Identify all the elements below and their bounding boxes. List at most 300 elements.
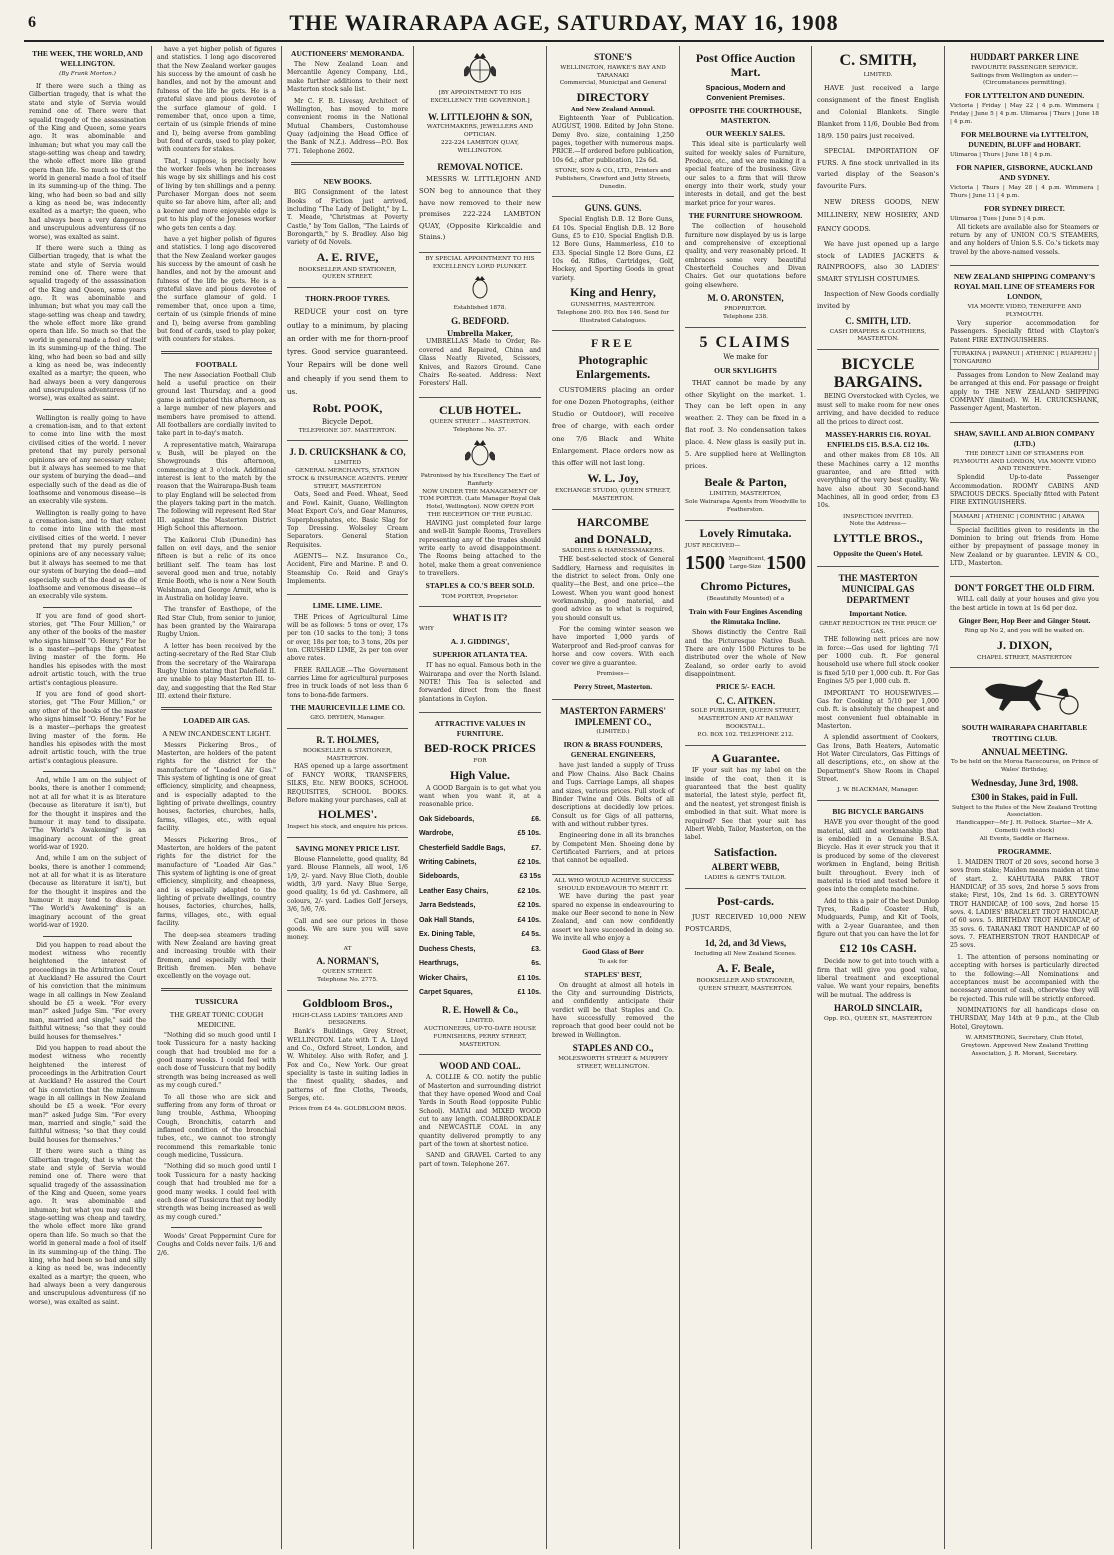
ad-sub: OUR SKYLIGHTS: [714, 365, 777, 375]
ad-body: WE have during the past year spared no expense in endeavouring to make our Beer second to none in New Zealand, and can now confidently assert we have succeeded in doing so. We invite all who enjoy a: [552, 893, 674, 943]
ad-sub: GUNSMITHS, MASTERTON.: [570, 301, 656, 308]
ad-body: 1. The attention of persons nominating or accepting with horses is particularly directed to the following:—All Nominations and acceptances must be accompanied with the necessary amount of cash, otherwise they will be rejected. This rule will be strictly enforced.: [950, 953, 1099, 1003]
ad-sub: BOOKSELLER AND STATIONER, QUEEN STREET, MASTERTON.: [696, 977, 795, 992]
ad-sub: GENERAL MERCHANTS, STATION STOCK & INSURANCE AGENTS. PERRY STREET, MASTERTON: [287, 468, 408, 490]
ad-sub: JUST RECEIVED—: [685, 542, 741, 549]
ad-cruickshank: [287, 441, 408, 595]
ad-name: C. C. AITKEN.: [715, 695, 776, 706]
paragraph: And, while I am on the subject of books, there is another I commend; not at all for what it is as literature (because as literature it isn't), but for the thought it inspires and the humour it may tend to dissipate. "The World's Awakening" is an imaginary account of the great world-war of 1920.: [29, 855, 146, 930]
furniture-item-name: Jarra Bedsteads,: [419, 902, 476, 910]
ad-sub: J. W. BLACKMAN, Manager.: [837, 787, 919, 794]
ad-body: Special English D.B. 12 Bore Guns, £4 10s. Special English D.B. 12 Bore Guns, £5 to £10. Special English D.B. 12 Bore Guns, Hammerless, £10 to £33. Special Single 12 Bore Guns, £2 10s 6d. Rifles, Cartridges, Golf, Hockey, and Sporting Goods in great variety.: [552, 216, 674, 282]
ad-name: Beale & Parton,: [704, 474, 787, 489]
furniture-item-name: Sideboards,: [419, 873, 460, 881]
ad-headline: Wednesday, June 3rd, 1908.: [970, 778, 1079, 789]
ad-sub: To ask for: [598, 958, 628, 965]
ad-name: J. D. CRUICKSHANK & CO,: [289, 447, 406, 458]
paragraph: Woods' Great Peppermint Cure for Coughs and Colds never fails. 1/6 and 2/6.: [157, 1232, 277, 1257]
furniture-item: [419, 829, 541, 838]
sailing-rows: Victoria | Friday | May 22 | 4 p.m. Wimmera | Friday | June 5 | 4 p.m. Ulimaroa | Thurs | June 18 | 4 p.m.: [950, 103, 1099, 125]
ad-sub: Important Notice.: [849, 608, 907, 618]
column-8: [945, 46, 1104, 1549]
ad-sub: THE DIRECT LINE OF STEAMERS FOR PLYMOUTH AND LONDON, VIA MONTE VIDEO AND TENERIFFE.: [952, 450, 1097, 473]
sailing-rows: Victoria | Thurs | May 28 | 4 p.m. Wimmera | Thurs | June 11 | 4 p.m.: [950, 185, 1099, 199]
ad-body: BIG Consignment of the latest Books of Fiction just arrived, including "The Lady of Delight," by L. T. Meade, "Christmas at Poverty Castle," by Tom Gallon, "The Lairds of Borongarth," by S. Bradley. Also big variety of 6d Novels.: [287, 189, 408, 247]
ad-name: J. DIXON,: [996, 637, 1052, 652]
ad-sub: AT: [343, 945, 352, 952]
furniture-item-price: £3 15s: [519, 873, 541, 881]
ad-heading: SAVING MONEY PRICE LIST.: [295, 843, 400, 853]
paragraph: The deep-sea steamers trading with New Zealand are having great and increasing trouble with their firemen, and especially with their British firemen. Men behave excellently on the voyage out.: [157, 931, 276, 981]
ad-body: Special facilities given to residents in the Dominion to bring out friends from Home either by prepayment of passage money in New Zealand or by guarantee. LEVIN & CO., LTD., Masterton.: [950, 526, 1099, 567]
ad-headline: £300 in Stakes, paid in Full.: [971, 791, 1078, 802]
section-heading: AUCTIONEERS' MEMORANDA.: [291, 49, 404, 58]
furniture-item-price: £4 10s.: [517, 916, 541, 924]
furniture-item-name: Chesterfield Saddle Bags,: [419, 844, 506, 852]
section-subheading: A NEW INCANDESCENT LIGHT.: [162, 729, 271, 739]
ad-bedford: [419, 253, 541, 398]
newspaper-title: THE WAIRARAPA AGE, SATURDAY, MAY 16, 1908: [289, 10, 839, 35]
furniture-item: [419, 974, 541, 983]
ad-sub: GREAT REDUCTION IN THE PRICE OF GAS.: [819, 620, 937, 635]
crest-icon: [465, 275, 495, 301]
ad-body: AGENTS— N.Z. Insurance Co., Accident, Fire and Marine. P. and O. Steamship Co. Reid and Gray's Implements.: [287, 552, 408, 586]
ad-sub: NOW UNDER THE MANAGEMENT OF TOM PORTER. (Late Manager Royal Oak Hotel, Wellington). NOW OPEN FOR THE RECEPTION OF THE PUBLIC.: [419, 488, 541, 519]
ad-name: C. SMITH, LTD.: [845, 315, 911, 326]
ad-sub: SOLE PUBLISHER, QUEEN STREET, MASTERTON AND AT RAILWAY BOOKSTALL.: [690, 708, 801, 730]
ad-body: Eighteenth Year of Publication. AUGUST, 1908. Edited by John Stone. Demy 8vo. size, containing 1,250 pages, together with numerous maps. PRICE.—If ordered before publication, 10s 6d.; after publication, 12s 6d.: [552, 114, 674, 164]
ad-body: THE Prices of Agricultural Lime will be as follows: 5 tons or over, 17s per ton (10 sacks to the ton); 3 tons or over, 18s per ton; to 3 tons, 20s per ton. CRUSHED LIME, 2s per ton over above rates.: [287, 613, 408, 663]
section-subheading: THE GREAT TONIC COUGH MEDICINE.: [169, 1009, 264, 1029]
ad-sub: Premises—: [596, 670, 630, 677]
ad-foot: Prices from £4 4s. GOLDBLOOM BROS.: [288, 1106, 407, 1113]
furniture-item-price: £1 10s.: [517, 974, 541, 982]
sailing-rows: Ulimaroa | Thurs | June 18 | 4 p.m.: [950, 152, 1053, 159]
ad-tea: [419, 607, 541, 713]
ad-name: A. E. RIVE,: [316, 249, 379, 264]
ad-headline: Post Office Auction Mart.: [695, 51, 796, 79]
furniture-item: [419, 872, 541, 881]
ad-headline: High Value.: [449, 767, 511, 782]
ad-club-hotel: [419, 398, 541, 608]
ad-new-books: [287, 171, 408, 288]
ad-sub: PROPRIETOR.: [724, 305, 767, 312]
ad-name: HAROLD SINCLAIR,: [833, 1003, 922, 1014]
ad-heading: NEW BOOKS.: [323, 177, 372, 187]
furniture-item-name: Oak Sideboards,: [419, 815, 475, 823]
ad-price: £12 10s CASH.: [839, 941, 917, 956]
crest-icon: [462, 439, 498, 469]
ad-body: SAND and GRAVEL Carted to any part of town. Telephone 267.: [419, 1152, 541, 1168]
paragraph: Wellington is really going to have a cremation-ism, and to that extent to come into line with the most civilised cities of the world. I never pretend that my purely personal opinions are of any necessary value; but it always has seemed to me that our system of burying the dead—and especially such of the dead as die of loathsome and venomous disease—is an execrably vile system.: [29, 414, 146, 506]
ad-sub: W. ARMSTRONG, Secretary, Club Hotel, Greytown. Approved New Zealand Trotting Association, J. R. Morant, Secretary.: [960, 1035, 1089, 1057]
paragraph: "Nothing did so much good until I took Tussicura for a nasty hacking cough that had troubled me for a good many weeks. I could feel with each dose of Tussicura that my bodily strength was being increased as well as my cough cured.": [157, 1032, 276, 1090]
ad-sub: OPPOSITE THE COURTHOUSE, MASTERTON.: [689, 105, 802, 125]
ad-name: THE MAURICEVILLE LIME CO.: [290, 703, 405, 713]
paragraph: have a yet higher polish of figures and statistics. I long ago discovered that the New Zealand worker gauges his success by the amount of cash he handles, and not by the amount and fulness of the life he gets. He is a grateful slave and pious devotee of the surface glamour of gold. I remember that, once upon a time, certain of us (simple friends of mine and I), being averse from gambling but fond of cards, used to play poker, with counters for stakes.: [157, 235, 276, 344]
section-heading: TUSSICURA: [194, 996, 239, 1006]
furniture-item-name: Ex. Dining Table,: [419, 931, 475, 939]
furniture-item-name: Hearthrugs,: [419, 960, 459, 968]
ad-heading: WOOD AND COAL.: [439, 1061, 521, 1072]
ad-sub: LIMITED.: [863, 71, 893, 78]
ad-sub: QUEEN STREET.: [322, 969, 373, 976]
ad-body: For the coming winter season we have imported 1,000 yards of Waterproof and Red-proof canvas for horse and cow covers. With each cover we give a guarantee.: [552, 626, 674, 667]
section-heading: FOOTBALL: [195, 359, 238, 369]
ad-heading: ATTRACTIVE VALUES IN FURNITURE.: [434, 718, 526, 739]
ad-sub: Sailings from Wellington as under:—(Circumstances permitting).: [970, 72, 1079, 87]
ad-sub: FAVOURITE PASSENGER SERVICE.: [971, 64, 1078, 71]
byline: (By Frank Morton.): [59, 71, 116, 78]
ad-post-office-mart: [685, 46, 806, 328]
ad-body: Passages from London to New Zealand may be arranged at this end. For passage or freight apply to THE NEW ZEALAND SHIPPING COMPANY (limited). W. H. CRUICKSHANK, Passenger Agent, Masterton.: [950, 371, 1099, 413]
ad-name: Goldbloom Bros.,: [302, 995, 393, 1010]
ad-goldbloom: [287, 991, 408, 1119]
ad-body: REDUCE your cost on tyre outlay to a minimum, by placing an order with me for thorn-proof tyres. Good service guaranteed. Your Repairs will be done well and cheaply if you send them to us.: [287, 308, 408, 397]
ad-body: A GOOD Bargain is to get what you want when you want it, at a reasonable price.: [419, 784, 541, 809]
ad-sub: STAPLES & CO.'S BEER SOLD.: [425, 581, 535, 591]
ad-body: JUST RECEIVED 10,000 NEW POSTCARDS,: [685, 912, 806, 934]
ad-sub: Ginger Beer, Hop Beer and Ginger Stout.: [958, 615, 1091, 625]
furniture-item: [419, 858, 541, 867]
columns: [24, 46, 1104, 1549]
ad-sub: MOLESWORTH STREET & MURPHY STREET, WELLINGTON.: [558, 1055, 668, 1070]
furniture-item: [419, 887, 541, 896]
ad-sub: EXCHANGE STUDIO, QUEEN STREET, MASTERTON.: [554, 488, 671, 502]
ad-furniture: [419, 713, 541, 1055]
ad-body: Call and see our prices in those goods. We are sure you will save money.: [287, 917, 408, 942]
ad-sub: WATCHMAKERS, JEWELLERS AND OPTICIAN.: [426, 124, 534, 139]
ad-sub: Opp. P.O., QUEEN ST., MASTERTON: [823, 1015, 933, 1022]
ad-sub: CASH DRAPERS & CLOTHIERS, MASTERTON.: [829, 328, 927, 343]
furniture-item-price: £7.: [531, 844, 541, 852]
ad-sub: BOOKSELLER AND STATIONER, QUEEN STREET.: [298, 266, 397, 281]
paragraph: Mr C. F. B. Livesay, Architect of Wellington, has moved to more convenient rooms in the National Mutual Chambers, Customhouse Quay (adjoining the Head Office of the Bank of N.Z.). Address—P.O. Box 771. Telephone 2602.: [287, 97, 408, 155]
ad-name: SHAW, SAVILL AND ALBION COMPANY (LTD.): [954, 428, 1095, 448]
furniture-item-price: £4 5s.: [521, 931, 541, 939]
ad-sub: BOOKSELLER & STATIONER, MASTERTON.: [302, 747, 393, 762]
ad-name: W. LITTLEJOHN & SON,: [428, 111, 532, 122]
ad-body: A splendid assortment of Cookers, Gas Irons, Bath Heaters, Automatic Hot Water Circulators, Gas Fittings of all descriptions, etc., on show at the Department's Show Room in Chapel Street.: [817, 734, 939, 784]
ad-headline: Photographic Enlargements.: [575, 353, 651, 381]
ad-name: and DONALD,: [574, 531, 652, 546]
furniture-item-name: Oak Hall Stands,: [419, 916, 475, 924]
ad-big-bicycle: [817, 801, 939, 1028]
furniture-item-price: £3.: [531, 945, 541, 953]
column-7: [812, 46, 945, 1549]
ad-name: R. T. HOLMES,: [316, 735, 379, 746]
ad-name: A. NORMAN'S,: [316, 956, 379, 967]
ad-body: Shows distinctly the Centre Rail and the Picturesque Native Bush. There are only 1500 Pictures to be distributed over the whole of New Zealand, so order early to avoid disappointment.: [685, 629, 806, 679]
furniture-item-price: £1 10s.: [517, 988, 541, 996]
ad-body: IF your suit has my label on the inside of the coat, then it is guaranteed that the best quality material, the latest style, perfect fit, and the neatest, yet strongest finish is embodied in that suit. What more is required? See that your suit has Albert Webb, Tailor, Masterton, on the label.: [685, 767, 806, 842]
ad-name: HUDDART PARKER LINE: [970, 52, 1079, 62]
ad-headline: BICYCLE BARGAINS.: [833, 356, 923, 391]
paragraph: The New Zealand Loan and Mercantile Agency Company, Ltd., make further additions to their next Masterton stock sale list.: [287, 61, 408, 94]
ad-sub: SADDLERS & HARNESSMAKERS.: [561, 548, 665, 555]
ad-sub: FOR: [473, 758, 487, 765]
ad-sub: WHY: [419, 626, 434, 633]
ad-body: Inspection of New Goods cordially invited by: [817, 290, 939, 310]
ad-body: THE best-selected stock of General Saddlery, Harness and requisites in the district to select from. Only one quality—the Best, and one price—the Lowest. When you want good honest workmanship, good material, and good advice as to what is required, you should consult us.: [552, 556, 674, 622]
ad-headline: DON'T FORGET THE OLD FIRM.: [954, 583, 1095, 594]
ad-name: LYTTLE BROS.,: [833, 531, 923, 546]
column-3: [282, 46, 414, 1549]
ad-headline: Post-cards.: [717, 894, 774, 909]
furniture-item-name: Leather Easy Chairs,: [419, 887, 489, 895]
ad-name: MASTERTON FARMERS' IMPLEMENT CO.,: [559, 705, 667, 727]
ad-sub: Bicycle Depot.: [321, 418, 374, 427]
ad-body: THAT cannot be made by any other Skylight on the market. 1. They can be left open in any weather. 2. They can be fixed in a flat roof. 3. No condensation takes place. 4. New glass is easily put in. 5. Are supplied here at Wellington prices.: [685, 378, 806, 470]
furniture-item-name: Duchess Chests,: [419, 945, 476, 953]
ad-body: Engineering done in all its branches by Competent Men. Shoeing done by Certificated Farriers, and at prices that cannot be equalled.: [552, 832, 674, 865]
furniture-item: [419, 901, 541, 910]
article-title: THE WEEK, THE WORLD, AND WELLINGTON.: [32, 49, 143, 69]
ad-body: A. COLLIE & CO. notify the public of Masterton and surrounding district that they have opened Wood and Coal Yards in South Road (opposite Public School). MATAI and MIXED WOOD cut to any length. COALBROOKDALE and NEWCASTLE COAL in any quantity delivered promptly to any part of the town at shortest notice.: [419, 1074, 541, 1149]
furniture-price-list: [419, 815, 541, 998]
ad-name: Robt. POOK,: [312, 401, 383, 416]
ad-body: HAVE just received a large consignment of the finest English and Colonial Blankets. Single Blanket from 11/6, Double Bed from 18/9. 150 pairs just received.: [817, 84, 939, 140]
ad-heading: BIG BICYCLE BARGAINS: [832, 807, 924, 817]
ad-body: This ideal site is particularly well suited for weekly sales of Furniture, Produce, etc., and we are making it a special feature of the business. Give our sales to a firm that will throw energy into their work, study your interests in detail, and get the best market price for your wares.: [685, 141, 806, 207]
column-6: [680, 46, 812, 1549]
ad-body: On draught at almost all hotels in the City and surrounding Districts, and confidently anticipate their verdict will be that Staples and Co. have successfully removed the reproach that good beer could not be brewed in Wellington.: [552, 981, 674, 1039]
ad-sub: INSPECTION INVITED.: [843, 513, 913, 520]
paragraph: A letter has been received by the acting-secretary of the Red Star Club from the secretary of the Wairarapa Rugby Union stating that Dalefield II. are unable to play Masterton III. to-day, and suggesting that the Red Star III. extend their fixture.: [157, 642, 276, 700]
ad-sub: 222-224 LAMBTON QUAY, WELLINGTON.: [440, 140, 520, 154]
ad-sub: Train with Four Engines Ascending the Rimutaka Incline.: [688, 607, 803, 627]
ad-body: IT has no equal. Famous both in the Wairarapa and over the North Island. NOTE! This Tea is selected and forwarded direct from the finest plantations in Ceylon.: [419, 662, 541, 703]
ad-saving-money: [287, 838, 408, 991]
furniture-item-name: Carpet Squares,: [419, 988, 473, 996]
paragraph: If you are fond of good short-stories, get "The Four Million," or any other of the books of the master who signs himself "O. Henry." For he is a master—perhaps the greatest living master of the form. He handles his episodes with the most adroit artistic touch, with the true artist's contagious pleasure.: [29, 690, 146, 765]
ad-holmes: [287, 729, 408, 838]
ad-sub: LADIES & GENT'S TAILOR.: [704, 875, 787, 882]
ad-name: ALBERT WEBB,: [711, 862, 780, 873]
ad-body: SPECIAL IMPORTATION OF FURS. A fine stock unrivalled in its varied display of the Season's favourite Furs.: [817, 146, 939, 191]
ad-sub: Established 1878.: [453, 305, 507, 312]
paragraph: Did you happen to read about the modest witness who recently heightened the interest of proceedings in the Arbitration Court at Auckland? He assured the Court of his conviction that the minimum wage in all callings in New Zealand should be £5 a week. "For every man?" asked Judge Sim. "For every man, married and single," said the faithful witness; "so that they could build houses for themselves.": [29, 1044, 146, 1144]
ad-body: NOMINATIONS for all handicaps close on THURSDAY, May 14th at 9 p.m., at the Club Hotel, Greytown.: [950, 1006, 1099, 1031]
paragraph: A representative match, Wairarapa v. Bush, will be played on the Showgrounds this afternoon, commencing at 3 o'clock. Additional interest is lent to the match by the reason that the Wairarapa-Bush team to play England will be selected from the players taking part in the match. The following will represent Red Star III. against the Masterton District High School this afternoon.: [157, 441, 276, 533]
ad-body: IMPORTANT TO HOUSEWIVES.—Gas for Cooking at 5/10 per 1,000 cub. ft. is absolutely the cheapest and most convenient fuel obtainable in Masterton.: [817, 689, 939, 730]
ad-heading: FOR NAPIER, GISBORNE, AUCKLAND AND SYDNEY.: [956, 162, 1093, 182]
ad-postcards: [685, 889, 806, 998]
furniture-item: [419, 844, 541, 853]
ad-sub: GEO. DRYDEN, Manager.: [310, 715, 385, 722]
ad-heading: ALL WHO WOULD ACHIEVE SUCCESS SHOULD ENDEAVOUR TO MERIT IT.: [554, 877, 672, 892]
trotting-horse-icon: [965, 675, 1085, 719]
ad-littlejohn: [419, 106, 541, 253]
ad-name: M. O. ARONSTEN,: [707, 293, 784, 304]
ad-sub: Handicapper—Mr J. H. Pollock. Starter—Mr A. Cometti (with clock): [955, 820, 1093, 835]
ad-rimutaka: [685, 521, 806, 746]
ad-headline: Chromo Pictures,: [700, 579, 791, 594]
ad-wood-coal: [419, 1055, 541, 1177]
ad-price: PRICE 5/- EACH.: [716, 682, 775, 692]
ad-sub: Magnificent, Large-Size: [728, 556, 766, 570]
ad-body: NEW DRESS GOODS, NEW MILLINERY, NEW HOSIERY, AND FANCY GOODS.: [817, 198, 939, 233]
ad-guns: [552, 197, 674, 331]
furniture-item-name: Writing Cabinets,: [419, 859, 477, 867]
ad-sub: LIMITED.: [465, 1018, 495, 1025]
ad-body: BEING Overstocked with Cycles, we must sell to make room for new ones arriving, and have decided to reduce all the prices to direct cost.: [817, 393, 939, 426]
paragraph: To all those who are sick and suffering from any form of throat or lung trouble, Asthma, Whooping Cough, Bronchitis, catarrh and inflamed condition of the bronchial tubes, etc., we cannot too strongly recommend this remarkable tonic cough medicine, Tussicura.: [157, 1093, 276, 1160]
ad-sub: BY SPECIAL APPOINTMENT TO HIS EXCELLENCY LORD PLUNKET.: [425, 255, 535, 270]
ad-body: 1. MAIDEN TROT of 20 sovs, second horse 3 sovs from stake; Maiden means maiden at time of start. 2. KAHUTARA PARK TROT HANDICAP, of 35 sovs, 2nd horse 5 sovs from stake; First, 10s, 2nd 1s 6d. 3. GREYTOWN TROT HANDICAP, of 100 sovs, 2nd horse 15 sovs. 4. LADIES' BRACELET TROT HANDICAP, of 60 sovs. 5. BIRTHDAY TROT HANDICAP, of 35 sovs. 6. TARANAKI TROT HANDICAP of 60 sovs. 7. FEATHERSTON TROT HANDICAP of 25 sovs.: [950, 858, 1099, 950]
ad-heading: THORN-PROOF TYRES.: [305, 294, 390, 304]
ad-headline: DIRECTORY: [576, 90, 650, 105]
column-2: [152, 46, 282, 1549]
paragraph: If there were such a thing as Gilbertian tragedy, that is what the state and style of Servia would remind one of. There were that squalid tragedy of the assassination of the King and Queen, some years ago. It was abominable and inhuman; but what you may call the stage-setting was cheap and tawdry, the whole effect more like grand opera than life. So much so that the world in general made a fool of itself in its summing-up of the thing. The king, who had been so bad and silly a king as need be, was indecently exalted as a martyr; the queen, who had always been a very dangerous and unscrupulous adventuress (if no worse), was exalted as saint.: [29, 1148, 146, 1306]
ad-sub: 1d, 2d, and 3d Views,: [704, 938, 787, 949]
ad-body: Decide now to get into touch with a firm that will give you good value, liberal treatment and exceptional value. We want your repairs, benefits will be mutual. The address is: [817, 958, 939, 999]
ad-name: STAPLES AND CO.,: [572, 1043, 654, 1054]
ad-tel: Telephone No. 2775.: [317, 977, 378, 984]
furniture-item-price: £2 10s.: [517, 902, 541, 910]
ad-name: G. BEDFORD.: [451, 316, 509, 327]
furniture-item: [419, 916, 541, 925]
ad-heading: THE MASTERTON MUNICIPAL GAS DEPARTMENT: [838, 573, 918, 605]
ad-sub: Note the Address—: [849, 521, 907, 528]
ad-sub: IRON & BRASS FOUNDERS, GENERAL ENGINEERS,: [563, 740, 663, 760]
ad-sub: VIA MONTE VIDEO, TENERIFFE AND PLYMOUTH.: [967, 304, 1082, 319]
ad-foot: Inspect his stock, and enquire his prices.: [287, 824, 408, 831]
ad-body: The collection of household furniture now displayed by us is large and comprehensive of exceptional quality, and very reasonably priced. It embraces some very beautiful Chesterfield Couches and Divan Chairs. Get our quotations before going elsewhere.: [685, 223, 806, 289]
ad-nz-shipping: [950, 266, 1099, 423]
ad-sub: And New Zealand Annual.: [571, 107, 655, 114]
ad-body: Splendid Up-to-date Passenger Accommodation. ROOMY CABINS AND SPACIOUS DECKS. Specially fitted with Patent FIRE EXTINGUISHERS.: [950, 474, 1099, 507]
ad-body: THE following nett prices are now in force:—Gas used for lighting 7/1 per 1000 cub. ft. For general household use where full stock cooker is fixed 5/10 per 1,000 cub. ft. For Gas Engines 5/5 per 1,000 cub. ft.: [817, 636, 939, 686]
ad-sub: Commercial, Municipal and General: [559, 80, 667, 87]
furniture-item-name: Wicker Chairs,: [419, 974, 468, 982]
appointment-note: [BY APPOINTMENT TO HIS EXCELLENCY THE GOVERNOR.]: [430, 90, 530, 104]
ad-sub: AUCTIONEERS, UP-TO-DATE HOUSE FURNISHERS, PERRY STREET, MASTERTON.: [423, 1026, 537, 1048]
paragraph: Did you happen to read about the modest witness who recently heightened the interest of proceedings in the Arbitration Court at Auckland? He assured the Court of his conviction that the minimum wage in all callings in New Zealand should be £5 a week. "For every man?" asked Judge Sim. "For every man, married and single," said the faithful witness; "so that they could build houses for themselves.": [29, 941, 146, 1041]
ad-body: UMBRELLAS Made to Order, Re-covered and Repaired, China and Glass Neatly Riveted, Scissors, Knives, and Razors Ground. Cane Chairs Re-seated. Address: Next Foresters' Hall.: [419, 338, 541, 388]
ad-body: CUSTOMERS placing an order for one Dozen Photographs, (either Studio or Outdoor), will receive free of charge, with each order one 7/6 Black and White Enlargement. Place orders now as this offer will not last long.: [552, 385, 674, 468]
ad-sub: Umbrella Maker,: [446, 328, 514, 338]
ad-name: NEW ZEALAND SHIPPING COMPANY'S ROYAL MAIL LINE OF STEAMERS FOR LONDON,: [953, 272, 1096, 302]
paragraph: Messrs Pickering Bros., of Masterton, are holders of the patent rights for the district for the manufacture of "Loaded Air Gas." This system of lighting is one of great efficiency, simplicity, and cheapness, and is especially adapted to the lighting of private dwellings, country houses, factories, churches, halls, farms, villages, etc., with equal facility.: [157, 836, 276, 928]
column-5: [547, 46, 680, 1549]
furniture-item-price: £6.: [531, 815, 541, 823]
ad-name: A. J. GIDDINGS',: [450, 636, 510, 646]
ad-harcombe: [552, 510, 674, 700]
ad-farmers-implement: [552, 700, 674, 875]
ad-heading: FOR LYTTELTON AND DUNEDIN.: [964, 91, 1085, 101]
ad-gas-department: [817, 567, 939, 801]
paragraph: have a yet higher polish of figures and statistics. I long ago discovered that the New Zealand worker gauges his success by the amount of cash he handles, and not by the amount and fulness of the life he gets. He is a grateful slave and pious devotee of the surface glamour of gold. I remember that, once upon a time, certain of us (simple friends of mine and I), being averse from gambling but fond of cards, used to play poker, with counters for stakes.: [157, 46, 276, 154]
ad-body: have just landed a supply of Truss and Plow Chains. Also Back Chains and Tugs. Carriage Lamps, all shapes and sizes, various prices. Full stock of Binder Twine and Oils. Bolts of all descriptions at decidedly low prices. Consult us for Gigs of all patterns, with and without rubber tyres.: [552, 762, 674, 828]
ad-sub: SUPERIOR ATLANTA TEA.: [432, 650, 528, 660]
ad-body: Blouse Flannelette, good quality, 8d yard. Blouse Flannels, all wool, 1/6 1/9, 2/- yard. Navy Blue Cloth, double width, 3/9 yard. Navy Blue Serge, good quality, 1s 6d yd. Cashmere, all colours, 2/- yard. Ladies Golf Jerseys, 3/6, 5/6, 7/6.: [287, 856, 408, 914]
ad-heading: THE FURNITURE SHOWROOM.: [688, 211, 803, 221]
ad-body: FREE RAILAGE.—The Government carries Lime for agricultural purposes free in truck loads of not less than 6 tons to bona-fide farmers.: [287, 666, 408, 699]
furniture-item-price: £2 10s.: [517, 859, 541, 867]
ad-headline: Satisfaction.: [714, 844, 777, 859]
ad-body: Add to this a pair of the best Dunlop Tyres, Radio Coaster Hub, Mudguards, Pump, and Kit of Tools, with a 2-year Guarantee, and then figure out that you can have the lot for: [817, 897, 939, 939]
page-number: 6: [28, 14, 36, 31]
paragraph: The new Association Football Club held a useful practice on their ground last Thursday, and a good game is anticipated this afternoon, as a large number of new players and members have promised to attend. All footballers are cordially invited to take part in to-day's match.: [157, 371, 276, 438]
ad-sub: (Beautifully Mounted) of a: [706, 596, 785, 603]
ad-sub: Good Glass of Beer: [582, 946, 644, 956]
ad-tel: P.O. BOX 102. TELEPHONE 212.: [697, 731, 794, 738]
ad-body: HAVING just completed four large and well-lit Sample Rooms, Travellers representing any of the trades should write early to avoid disappointment. The Rooms being attached to the hotel, make them a great convenience to travellers.: [419, 519, 541, 578]
paragraph: If there were such a thing as Gilbertian tragedy, that is what the state and style of Servia would remind one of. There were that squalid tragedy of the assassination of the King and Queen, some years ago. It was abominable and inhuman; but what you may call the stage-setting was cheap and tawdry, the whole effect more like grand opera than life. So much so that the world in general made a fool of itself in its summing-up of the thing. The king, who had been so bad and silly a king as need be, was indecently exalted as a martyr; the queen, who had always been a very dangerous and unscrupulous adventuress (if no worse), was exalted as saint.: [29, 244, 146, 403]
ad-sub: LIMITED, MASTERTON,: [709, 491, 782, 498]
ad-tel: Telephone 260. P.O. Box 146. Send for Illustrated Catalogues.: [556, 309, 670, 324]
ad-tel: TELEPHONE 307. MASTERTON.: [298, 427, 397, 434]
ad-body: and other makes from £8 10s. All these Machines carry a 12 months guarantee, and are fitted with everything of the very best quality. We have also about 30 Second-hand Machines, all in good order, from £3 10s.: [817, 452, 939, 510]
ad-tel: Telephone 238.: [723, 313, 768, 320]
ad-heading: OUR WEEKLY SALES.: [706, 129, 785, 139]
ad-sub: To be held on the Moroa Racecourse, on Prince of Wales' Birthday,: [950, 759, 1099, 774]
ad-sub: QUEEN STREET ... MASTERTON. Telephone No. 37.: [429, 419, 531, 434]
ad-name: C. SMITH,: [839, 52, 917, 69]
ad-body: Oats, Seed and Feed. Wheat, Seed and Fowl. Kainit, Guano, Wellington Meat Export Co's, and Gear Manures, Superphosphates, etc. Basic Slag for Top Dressing. Wolseley Cream Separators. General Station Requisites.: [287, 491, 408, 549]
ad-headline: BED-ROCK PRICES: [424, 741, 536, 756]
ad-body: Very superior accommodation for Passengers. Specially fitted with Clayton's Patent FIRE EXTINGUISHERS.: [950, 320, 1099, 344]
ad-heading: PROGRAMME.: [997, 846, 1052, 856]
furniture-item-price: £2 10s.: [517, 887, 541, 895]
paragraph: If you are fond of good short-stories, get "The Four Million," or any other of the books of the master who signs himself "O. Henry." For he is a master—perhaps the greatest living master of the form. He handles his episodes with the most adroit artistic touch, with the true artist's contagious pleasure.: [29, 612, 146, 687]
quantity: 1500: [685, 552, 725, 575]
ad-tyres: [287, 288, 408, 441]
paragraph: And, while I am on the subject of books, there is another I commend; not at all for what it is as literature (because as literature it isn't), but for the thought it inspires and the humour it may tend to dissipate. "The World's Awakening" is an imaginary account of the great world-war of 1920.: [29, 777, 146, 851]
furniture-item-name: Wardrobe,: [419, 830, 454, 838]
ad-name: King and Henry,: [570, 285, 656, 300]
ships-table: TURAKINA | PAPANUI | ATHENIC | RUAPEHU | TONGARIRO: [950, 348, 1099, 370]
ad-huddart-parker: [950, 46, 1099, 266]
furniture-item: [419, 930, 541, 939]
ad-sub: STAPLES' BEST,: [584, 969, 642, 979]
ad-foot: TOM PORTER, Proprietor.: [441, 593, 519, 600]
ad-sub: Patronised by his Excellency The Earl of Ranfurly: [420, 473, 540, 487]
ad-shaw-savill: [950, 423, 1099, 578]
furniture-item: [419, 945, 541, 954]
ad-name: A. F. Beale,: [716, 960, 775, 975]
furniture-item: [419, 988, 541, 997]
ad-prices: MASSEY-HARRIS £16. ROYAL ENFIELDS £15. B.S.A. £12 10s.: [825, 429, 931, 450]
ad-sub: STONE, SON & CO., LTD., Printers and Publishers, Crawford and Jetty Streets, Dunedin.: [554, 168, 672, 190]
ad-sub: Including all New Zealand Scenes.: [694, 951, 797, 958]
ad-cta: HOLMES'.: [317, 807, 377, 822]
ad-guarantee: [685, 746, 806, 889]
column-1: [24, 46, 152, 1549]
ad-headline: FREE: [590, 336, 635, 351]
furniture-item-price: £5 10s.: [517, 830, 541, 838]
ad-sub: (LIMITED.): [596, 729, 630, 736]
ad-name: R. E. Howell & Co.,: [442, 1005, 518, 1016]
ad-name: SOUTH WAIRARAPA CHARITABLE TROTTING CLUB.: [961, 723, 1088, 743]
ad-body: We have just opened up a large stock of LADIES JACKETS & RAINPROOFS, also 30 LADIES' SMART STYLISH COSTUMES.: [817, 239, 939, 284]
ad-body: HAVE you ever thought of the good material, skill and workmanship that is embodied in a Genuine B.S.A. Bicycle. Has it ever struck you that it is produced by some of the cleverest workmen in England, being British built throughout. Every inch of material is tried and tested before it goes into the complete machine.: [817, 819, 939, 894]
ad-name: STONE'S: [594, 52, 632, 62]
ad-sub: We make for: [723, 353, 768, 362]
ad-bicycle-bargains: [817, 350, 939, 567]
paragraph: That, I suppose, is precisely how the worker feels when he increases his wage by six shillings and his cost of living by ten shillings and a penny. Purchaser Morgan does not seem quite so far above him, after all; and a keener and more enjoyable edge is put to his play of the Joneses worker who gets ten cents a day.: [157, 157, 276, 232]
ad-headline: Lovely Rimutaka.: [699, 525, 792, 540]
ad-sub: LIMITED: [333, 460, 362, 467]
royal-crest-icon: [460, 50, 500, 86]
ad-sub: Spacious, Modern and Convenient Premises.: [705, 82, 786, 102]
ad-body: Bank's Buildings, Grey Street, WELLINGTON. Late with T. A. Lloyd and Co., Oxford Street, London, and W. Whiteley. Also with Rofer, and J. Fox and Co., New York. Our great speciality is taste in suiting ladies in the finest quality, shades, and patterns of fine Cloths, Tweeds, Serges, etc.: [287, 1028, 408, 1103]
ad-name: CLUB HOTEL.: [438, 402, 522, 417]
section-heading: LOADED AIR GAS.: [183, 716, 250, 726]
ad-sub: HIGH-CLASS LADIES' TAILORS AND DESIGNERS.: [292, 1012, 403, 1027]
paragraph: Wellington is really going to have a cremation-ism, and to that extent to come into line with the most civilised cities of the world. I never pretend that my purely personal opinions are of any necessary value; but it always has seemed to me that our system of burying the dead—and especially such of the dead as die of loathsome and venomous disease—is an execrably vile system.: [29, 509, 146, 601]
